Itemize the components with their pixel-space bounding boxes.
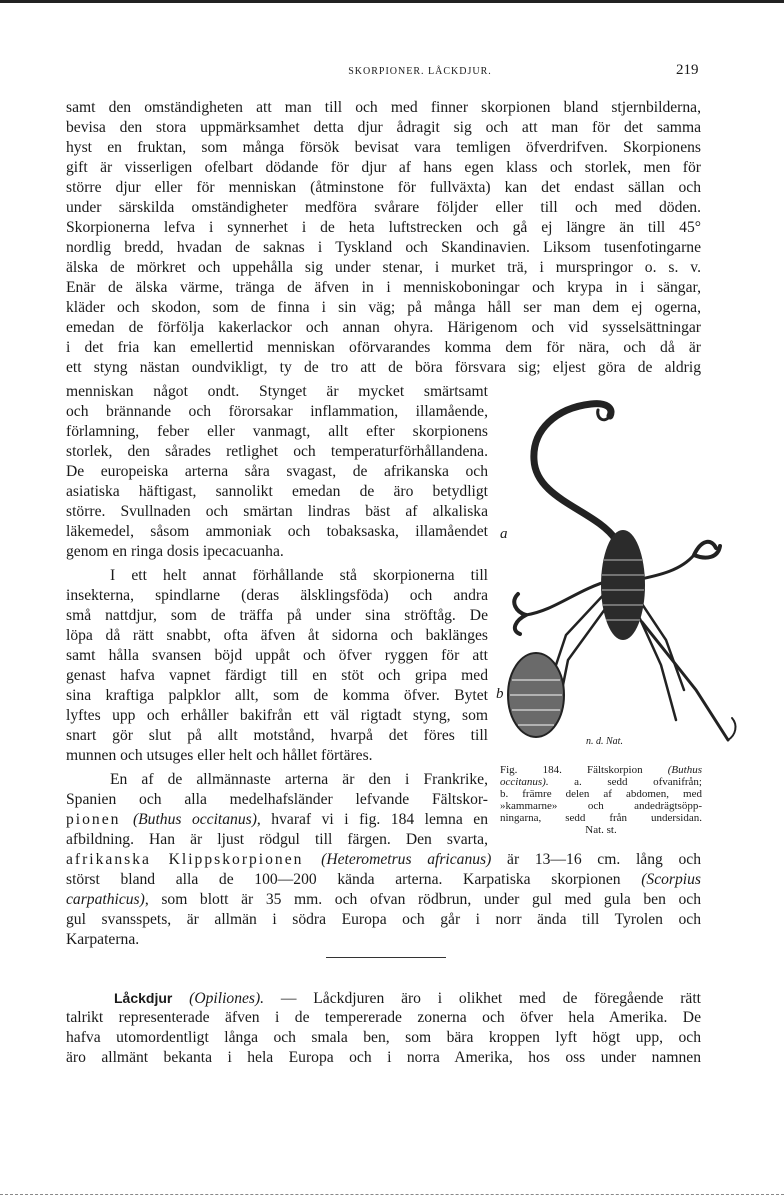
text-line: talrikt representerade äfven i de tempererade zonerna och öfver hela Amerika. De: [66, 1009, 701, 1026]
text-line: Spanien och alla medelhafsländer lefvande Fältskor-: [66, 791, 488, 808]
text-line: afrikanska Klippskorpionen (Heterometrus africanus) är 13—16 cm. lång och: [66, 851, 702, 868]
text-line: Skorpionerna lefva i synnerhet i de heta luftstrecken och gå ej längre än till 45°: [66, 219, 701, 236]
text-line: och brännande och förorsakar inflammation, illamående,: [66, 403, 488, 420]
text-line: större djur eller för menniskan (åtminstone för fullväxta) kan det endast sällan och: [66, 179, 701, 196]
text-line: munnen och utsuges eller helt och hållet förtäres.: [66, 747, 373, 764]
figure-label-b: b: [496, 686, 504, 702]
text-line: nordlig bredd, hvadan de saknas i Tyskland och Skandinavien. Liksom tusenfotingarne: [66, 239, 701, 256]
text-line: större. Svullnaden och smärtan lindras bäst af alkaliska: [66, 503, 488, 520]
text-line: äro allmänt bekanta i hela Europa och i norra Amerika, hos oss under namnen: [66, 1049, 701, 1066]
text-line: snart gör slut på allt motstånd, hvarpå det föres till: [66, 727, 488, 744]
figure-caption-line: b. främre delen af abdomen, med: [500, 788, 702, 800]
figure-caption-line: Fig. 184. Fältskorpion (Buthus: [500, 764, 702, 776]
text-line: storlek, den sårades retlighet och temperaturförhållandena.: [66, 443, 488, 460]
section-heading-line: Låckdjur (Opiliones). — Låckdjuren äro i olikhet med de föregående rätt: [114, 990, 701, 1007]
text-line: genast hafva vapnet färdigt till en stöt och gripa med: [66, 667, 488, 684]
text-line: läkemedel, såsom ammoniak och tobaksaska, illamåendet: [66, 523, 488, 540]
section-title: Låckdjur: [114, 990, 173, 1006]
text-line: i det fria kan emellertid menniskan oförvarandes komma dem för nära, och då är: [66, 339, 701, 356]
text-line: emedan de förfölja kakerlackor och annan ohyra. Härigenom och vid sysselsättningar: [66, 319, 701, 336]
figure-caption-line: Nat. st.: [585, 824, 617, 836]
text-line: menniskan något ondt. Stynget är mycket smärtsamt: [66, 383, 488, 400]
figure-caption-line: occitanus). a. sedd ofvanifrån;: [500, 776, 702, 788]
figure-label-a: a: [500, 526, 508, 542]
figure-caption-line: ningarna, sedd från undersidan.: [500, 812, 702, 824]
page-top-rule: [0, 0, 784, 3]
text-line: lyftes upp och erhåller bakifrån ett väl rigtadt styng, som: [66, 707, 488, 724]
text-line: afbildning. Han är ljust rödgul till färgen. Den svarta,: [66, 831, 488, 848]
text-line: störst bland alla de 100—200 kända arterna. Karpatiska skorpionen (Scorpius: [66, 871, 701, 888]
artist-signature: n. d. Nat.: [586, 736, 623, 747]
text-line: hafva utomordentligt långa och smala ben, som bära kroppen lyft högt upp, och: [66, 1029, 701, 1046]
text-line: hyst en fruktan, som många försök bevisat vara temligen öfverdrifven. Skorpionens: [66, 139, 701, 156]
text-line: genom en ringa dosis ipecacuanha.: [66, 543, 284, 560]
text-line: löpa då rätt snabbt, ofta äfven åt sidorna och baklänges: [66, 627, 488, 644]
text-line: gift är visserligen ofelbart dödande för djur af hans egen klass och storlek, men för: [66, 159, 701, 176]
text-line: ett styng nästan oundvikligt, ty de tro att de böra försvara sig; eljest göra de aldrig: [66, 359, 701, 376]
text-line: De europeiska arterna såra svagast, de afrikanska och: [66, 463, 488, 480]
text-line: En af de allmännaste arterna är den i Frankrike,: [110, 771, 488, 788]
text-line: carpathicus), som blott är 35 mm. och ofvan rödbrun, under gul med gula ben och: [66, 891, 701, 908]
running-title: SKORPIONER. LÅCKDJUR.: [348, 66, 492, 77]
text-line: samt den omständigheten att man till och med finner skorpionen bland stjernbilderna,: [66, 99, 701, 116]
text-line: insekterna, spindlarne (deras älsklingsföda) och andra: [66, 587, 488, 604]
text-line: kläder och skodon, som de finna i sin väg; på många håll ser man dem ej ogerna,: [66, 299, 701, 316]
text-line: älska de mörkret och uppehålla sig under stenar, i murket trä, i murspringor o. s. v.: [66, 259, 701, 276]
text-line: Enär de älska värme, tränga de äfven in i menniskoboningar och krypa in i sängar,: [66, 279, 701, 296]
section-divider: [326, 957, 446, 958]
text-line: pionen (Buthus occitanus), hvaraf vi i fig. 184 lemna en: [66, 811, 488, 828]
page-number: 219: [676, 62, 699, 78]
text-line: I ett helt annat förhållande stå skorpionerna till: [110, 567, 488, 584]
text-line: gul svansspets, är allmän i södra Europa och går i norr ända till Tyrolen och: [66, 911, 701, 928]
text-line: förlamning, feber eller vanmagt, allt efter skorpionens: [66, 423, 488, 440]
scorpion-figure: [496, 390, 746, 760]
text-line: sina kraftiga palpklor allt, som de komma öfver. Bytet: [66, 687, 488, 704]
text-line: bevisa den stora uppmärksamhet detta djur ådragit sig och att man för det samma: [66, 119, 701, 136]
text-line: små nattdjur, som de träffa på under sina ströftåg. De: [66, 607, 488, 624]
text-line: Karpaterna.: [66, 931, 140, 948]
text-line: asiatiska häftigast, sannolikt emedan de äro betydligt: [66, 483, 488, 500]
text-line: samt hålla svansen böjd uppåt och öfver ryggen för att: [66, 647, 488, 664]
text-line: under särskilda omständigheter medföra svårare följder eller till och med döden.: [66, 199, 701, 216]
scorpion-illustration: [496, 390, 746, 760]
figure-caption-line: »kammarne» och andedrägtsöpp-: [500, 800, 702, 812]
page-bottom-rule: [0, 1194, 784, 1196]
